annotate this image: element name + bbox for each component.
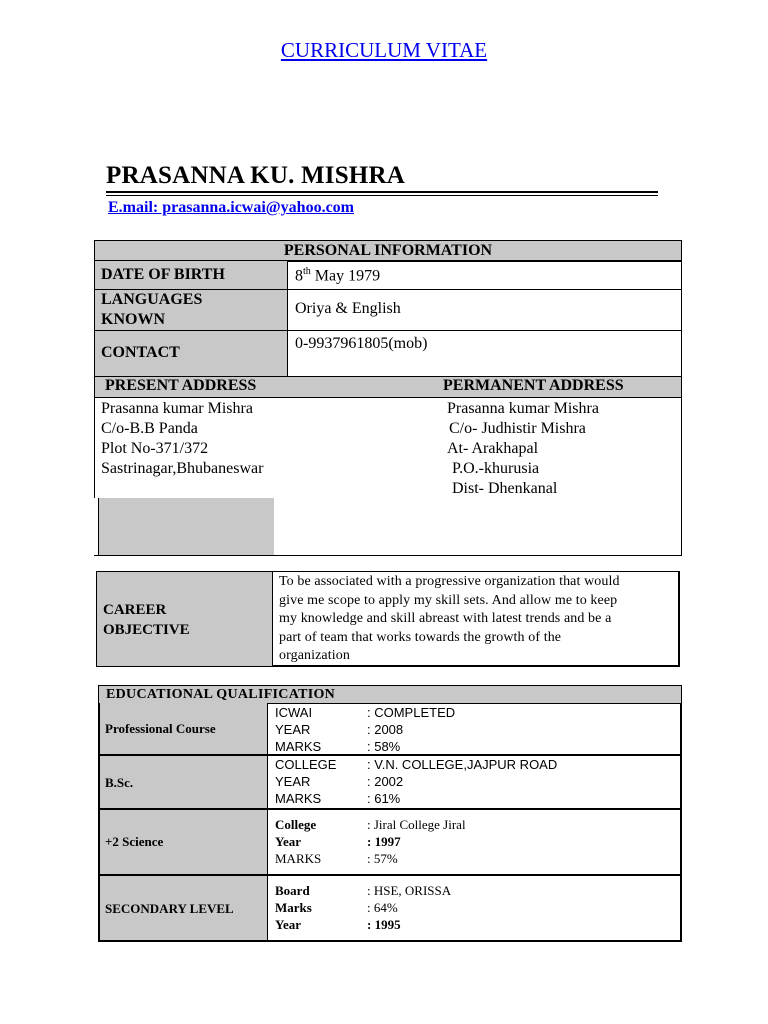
edu-key: MARKS — [275, 851, 322, 866]
career-label-line2: OBJECTIVE — [103, 622, 190, 638]
permanent-address-line: Prasanna kumar Mishra — [447, 400, 599, 417]
permanent-address-heading: PERMANENT ADDRESS — [443, 377, 624, 394]
career-objective-line: To be associated with a progressive organization that would — [279, 574, 620, 589]
edu-row-details — [275, 882, 451, 933]
permanent-address-line: Dist- Dhenkanal — [452, 480, 558, 497]
permanent-address-line: At- Arakhapal — [447, 440, 539, 457]
edu-row-details — [275, 704, 455, 755]
career-objective-line: organization — [279, 648, 350, 663]
personal-info-heading: PERSONAL INFORMATION — [94, 240, 682, 261]
edu-row-label-secondary: SECONDARY LEVEL — [105, 901, 234, 916]
education-heading: EDUCATIONAL QUALIFICATION — [98, 685, 682, 703]
education-row-divider — [98, 808, 682, 810]
edu-row-details — [275, 816, 466, 867]
edu-key: YEAR — [275, 722, 311, 737]
edu-value: : V.N. COLLEGE,JAJPUR ROAD — [367, 757, 558, 772]
edu-value: : COMPLETED — [367, 705, 456, 720]
contact-label: CONTACT — [101, 344, 180, 361]
dob-day: 8 — [295, 267, 303, 285]
edu-key: MARKS — [275, 739, 322, 754]
edu-key: YEAR — [275, 774, 311, 789]
edu-key: Year — [275, 917, 301, 932]
candidate-name: PRASANNA KU. MISHRA — [106, 162, 405, 189]
email-link[interactable]: E.mail: prasanna.icwai@yahoo.com — [108, 199, 354, 216]
career-objective-line: my knowledge and skill abreast with latest trends and be a — [279, 611, 612, 626]
name-underline-thin — [106, 195, 658, 196]
education-row-divider — [98, 874, 682, 876]
edu-value: : 57% — [367, 851, 398, 866]
languages-value: Oriya & English — [295, 300, 401, 317]
present-address-line: Plot No-371/372 — [101, 440, 209, 457]
present-address-line: Prasanna kumar Mishra — [101, 400, 253, 417]
edu-key: MARKS — [275, 791, 322, 806]
present-address — [101, 399, 263, 479]
present-address-line: C/o-B.B Panda — [101, 420, 198, 437]
permanent-address-line: C/o- Judhistir Mishra — [449, 420, 586, 437]
dob-suffix: th — [303, 266, 311, 277]
edu-value: : Jiral College Jiral — [367, 817, 466, 832]
languages-label-line2: KNOWN — [101, 311, 165, 328]
address-left-border — [94, 397, 95, 498]
edu-value: : 58% — [367, 739, 401, 754]
career-objective-line: part of team that works towards the growth of the — [279, 629, 562, 645]
edu-value: : 1997 — [367, 834, 401, 849]
career-objective-line: give me scope to apply my skill sets. And allow me to keep — [279, 592, 618, 608]
edu-value: : 1995 — [367, 917, 401, 932]
edu-value: : 2008 — [367, 722, 404, 737]
career-objective-label — [103, 600, 190, 640]
permanent-address-line: P.O.-khurusia — [452, 460, 540, 477]
edu-row-label-professional: Professional Course — [105, 721, 216, 736]
permanent-address — [447, 399, 599, 499]
name-underline — [106, 191, 658, 193]
languages-label — [95, 290, 202, 330]
edu-key: College — [275, 817, 317, 832]
edu-value: : 64% — [367, 900, 398, 915]
contact-value: 0-9937961805(mob) — [295, 335, 428, 352]
edu-row-details — [275, 756, 557, 807]
row-divider — [94, 330, 682, 331]
edu-row-label-plus-two: +2 Science — [105, 834, 164, 849]
dob-label: DATE OF BIRTH — [101, 266, 225, 283]
edu-value: : 61% — [367, 791, 401, 806]
address-gray-block — [99, 498, 274, 555]
languages-label-line1: LANGUAGES — [101, 291, 203, 308]
present-address-heading: PRESENT ADDRESS — [105, 377, 257, 394]
edu-key: COLLEGE — [275, 757, 337, 772]
dob-value — [288, 266, 380, 285]
edu-key: ICWAI — [275, 705, 313, 720]
career-objective-text — [279, 573, 620, 666]
edu-key: Year — [275, 834, 301, 849]
document-title[interactable]: CURRICULUM VITAE — [280, 38, 488, 62]
career-label-line1: CAREER — [103, 602, 167, 618]
edu-key: Marks — [275, 900, 312, 915]
edu-row-label-bsc: B.Sc. — [105, 775, 134, 790]
edu-key: Board — [275, 883, 310, 898]
edu-value: : HSE, ORISSA — [367, 883, 452, 898]
dob-month-year: May 1979 — [310, 267, 381, 285]
present-address-line: Sastrinagar,Bhubaneswar — [101, 460, 264, 477]
edu-value: : 2002 — [367, 774, 404, 789]
